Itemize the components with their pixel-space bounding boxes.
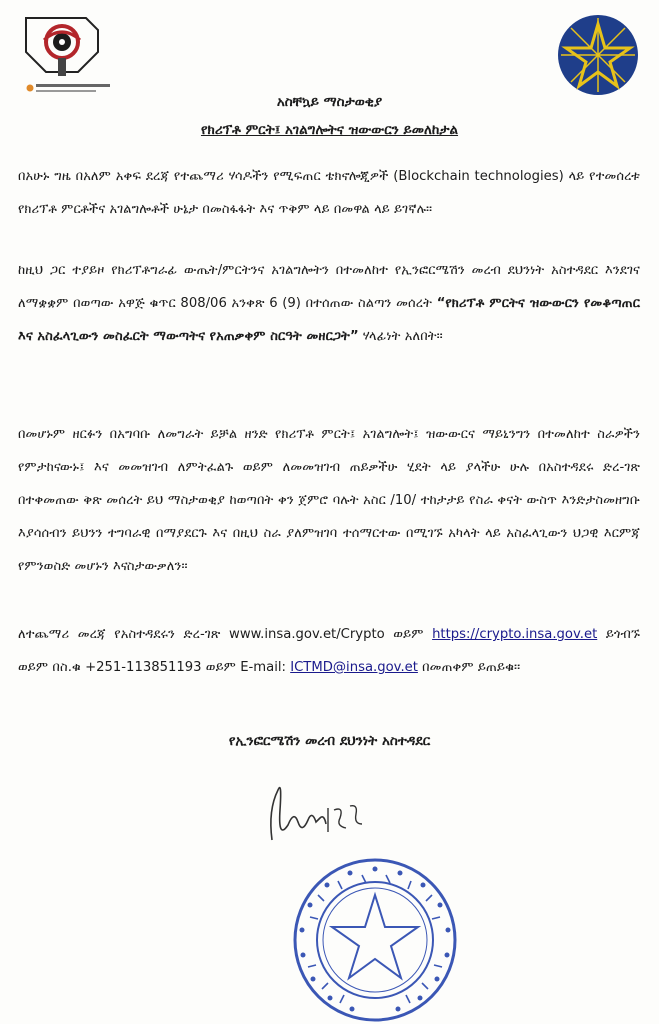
notice-subtitle: የክሪፕቶ ምርት፤ አገልግሎትና ዝውውርን ይመለከታል bbox=[200, 122, 459, 138]
signature-icon bbox=[258, 770, 378, 860]
paragraph-4-end: በመጠቀም ይጠይቁ፡፡ bbox=[417, 660, 521, 675]
national-emblem-icon bbox=[553, 10, 643, 100]
paragraph-3: በመሆኑም ዘርፉን በአግባቡ ለመግራት ይቻል ዘንድ የክሪፕቶ ምርት፤ አገልግሎት፤ ዝውውርና ማይኒንግን በተመለከተ ስራዎችን የምታከናውኑ፤ እና መመዝገብ ለምትፈልጉ ወይም ለመመዝገብ ጠይቃችሁ ሂደት ላይ ያላችሁ ሁሉ በአስተዳደሩ ድረ-ገጽ በተቀመጠው ቅጽ መሰረት ይህ ማስታወቂያ ከወጣበት ቀን ጀምሮ ባሉት አስር /10/ ተከታታይ የስራ ቀናት ውስጥ እንድታስመዘግቡ እያሳሰብን ይህንን ተግባራዊ በማያደርጉ እና በዚህ ስራ ያለምዝገባ ተሰማርተው በሚገኙ አካላት ላይ አስፈላጊውን ህጋዊ እርምጃ የምንወስድ መሆኑን እናስታውቃለን፡፡ bbox=[18, 427, 640, 574]
paragraph-2-start: ከዚህ ጋር ተያይዞ የክሪፕቶግራፊ ውጤት/ምርትንና አገልግሎትን በተመለከተ የኢንፎርሜሽን መረብ ደህንነት አስተዳደር እንደገና ለማቋቋም በወጣው አዋጅ ቁጥር 808/06 አንቀጽ 6 (9) በተሰጠው ስልጣን መሰረት bbox=[18, 263, 640, 311]
insa-logo-icon bbox=[18, 10, 128, 100]
paragraph-4 bbox=[18, 618, 640, 684]
official-stamp-icon bbox=[290, 855, 460, 1024]
paragraph-4-start: ለተጨማሪ መረጃ የአስተዳደሩን ድረ-ገጽ bbox=[18, 627, 230, 642]
website-url[interactable]: www.insa.gov.et/Crypto bbox=[229, 627, 385, 642]
paragraph-2-end: ሃላፊነት አለበት። bbox=[358, 329, 443, 344]
email-link[interactable]: ICTMD@insa.gov.et bbox=[290, 660, 418, 675]
paragraph-2 bbox=[18, 254, 640, 353]
paragraph-2-quote: “የክሪፕቶ ምርትና ዝውውርን የመቆጣጠር እና አስፈላጊውን መስፈርት ማውጣትና የአጠቃቀም ስርዓት መዘርጋት” bbox=[18, 296, 641, 344]
paragraph-1: በአሁኑ ግዜ በአለም አቀፍ ደረጃ የተጨማሪ ሃሳዶችን የሚፍጠር ቴክኖሎጂዎች (Blockchain technologies) ላይ የተመሰረቱ የክሪፕቶ ምርቶችና አገልግሎቶች ሁኔታ በመስፋፋት እና ጥቅም ላይ በመዋል ላይ ይገኛሉ። bbox=[18, 169, 640, 217]
notice-title: አስቸኳይ ማስታወቂያ bbox=[276, 94, 383, 110]
crypto-portal-link[interactable]: https://crypto.insa.gov.et bbox=[432, 627, 598, 642]
paragraph-4-mid: ይጎብኙ ወይም በስ.ቁ +251-113851193 ወይም E-mail: bbox=[18, 627, 641, 675]
issuing-organization: የኢንፎርሜሽን መረብ ደህንነት አስተዳደር bbox=[228, 733, 431, 749]
paragraph-4-or: ወይም bbox=[384, 627, 433, 642]
